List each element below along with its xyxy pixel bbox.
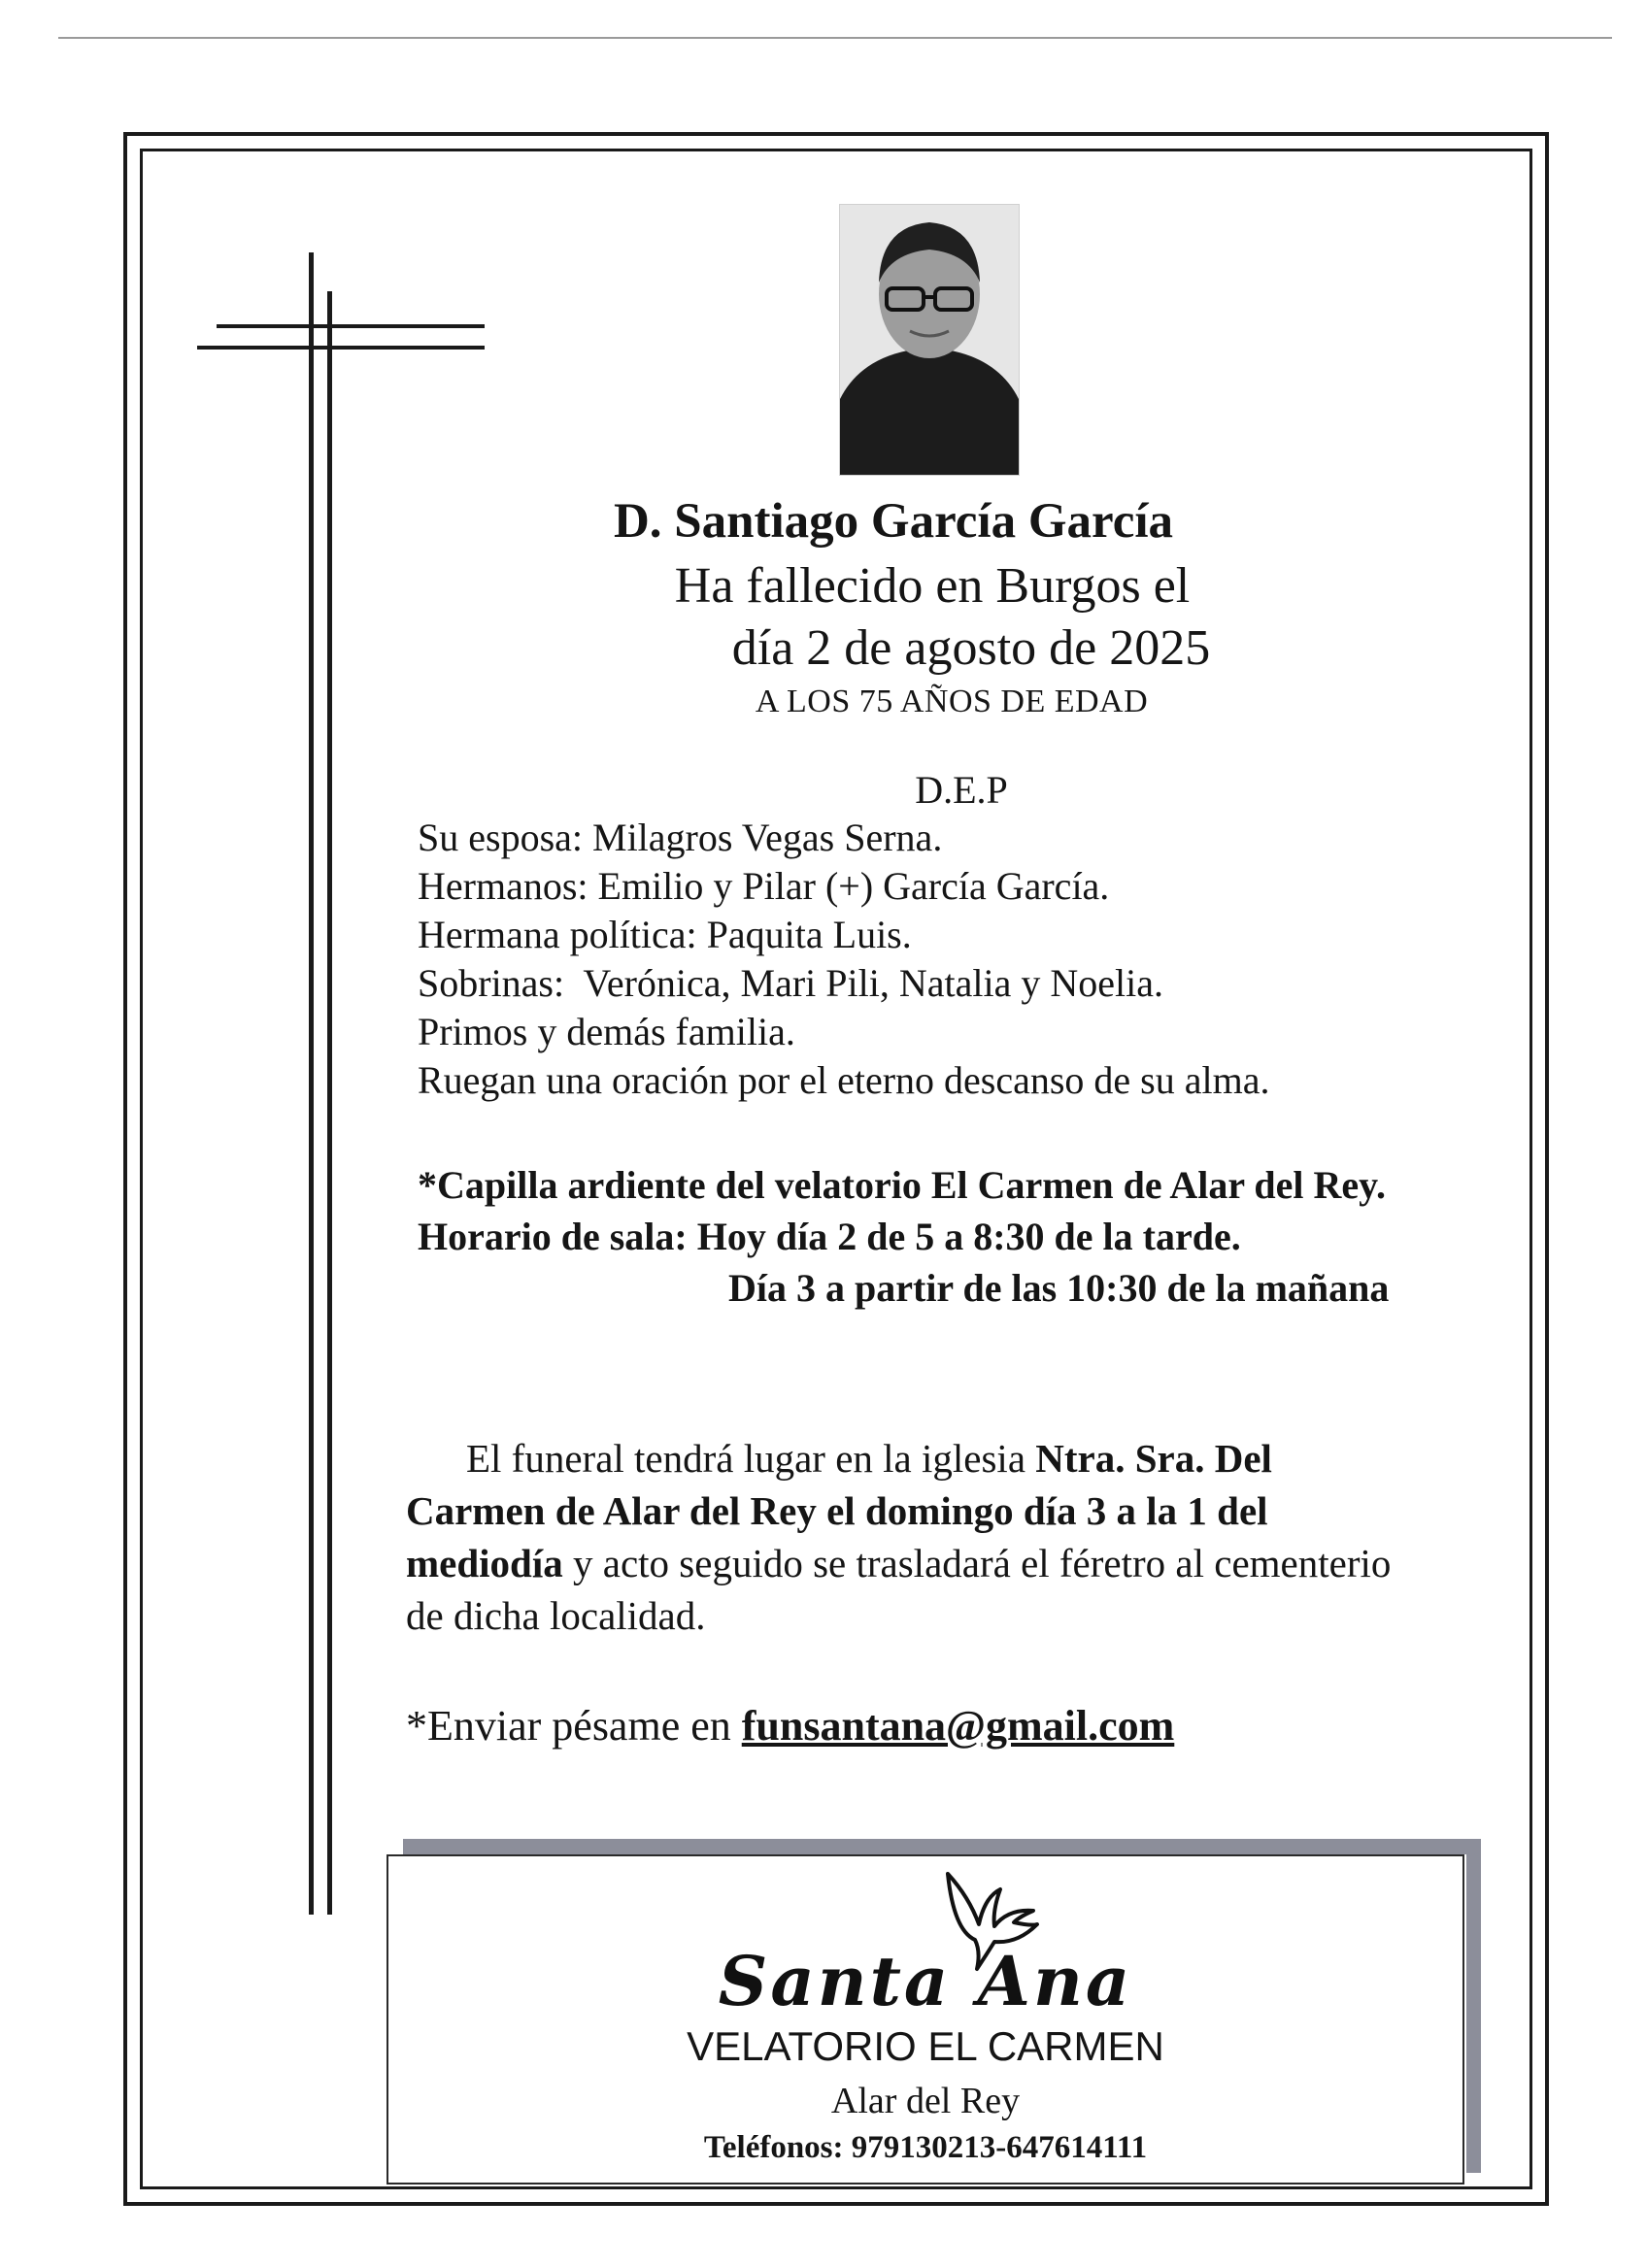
funeral-church-bold: Ntra. Sra. Del Carmen de Alar del Rey el domingo día 3 a la 1 del mediodía [406, 1436, 1272, 1585]
email-link[interactable]: funsantana@gmail.com [741, 1702, 1175, 1750]
card-shadow-top [403, 1839, 1481, 1854]
dep-line: D.E.P [915, 768, 1008, 812]
funeral-home-phones: Teléfonos: 979130213-647614111 [703, 2130, 1148, 2165]
condolence-label: *Enviar pésame en [406, 1702, 742, 1750]
wake-hours-today: Horario de sala: Hoy día 2 de 5 a 8:30 de la tarde. [418, 1215, 1241, 1258]
wake-location: *Capilla ardiente del velatorio El Carmen de Alar del Rey. [418, 1163, 1386, 1207]
funeral-home-location: Alar del Rey [830, 2081, 1021, 2121]
card-shadow-right [1466, 1839, 1481, 2173]
family-line: Su esposa: Milagros Vegas Serna. [418, 816, 943, 859]
family-line: Primos y demás familia. [418, 1010, 795, 1053]
funeral-home-name: VELATORIO EL CARMEN [687, 2023, 1164, 2069]
brand-logo-text: Santa Ana [718, 1941, 1133, 2021]
condolence-line [406, 1701, 1174, 1751]
wake-info [418, 1159, 1389, 1314]
funeral-text-start: El funeral tendrá lugar en la iglesia [466, 1436, 1036, 1481]
funeral-home-card [387, 1854, 1464, 2185]
family-line: Ruegan una oración por el eterno descanso de su alma. [418, 1058, 1270, 1102]
wake-hours-tomorrow: Día 3 a partir de las 10:30 de la mañana [728, 1266, 1390, 1310]
family-line: Hermana política: Paquita Luis. [418, 913, 912, 956]
age-line: A LOS 75 AÑOS DE EDAD [755, 684, 1149, 719]
deceased-photo [839, 204, 1020, 476]
family-line: Sobrinas: Verónica, Mari Pili, Natalia y Noelia. [418, 961, 1163, 1005]
family-line: Hermanos: Emilio y Pilar (+) García García. [418, 864, 1110, 908]
death-place-line: Ha fallecido en Burgos el [674, 558, 1191, 614]
deceased-name: D. Santiago García García [613, 494, 1174, 549]
funeral-text-end: y acto seguido se trasladará el féretro al cementerio de dicha localidad. [406, 1541, 1392, 1638]
death-date-line: día 2 de agosto de 2025 [731, 620, 1211, 676]
family-list [418, 814, 1269, 1105]
top-rule [58, 37, 1612, 39]
funeral-paragraph [406, 1432, 1416, 1642]
